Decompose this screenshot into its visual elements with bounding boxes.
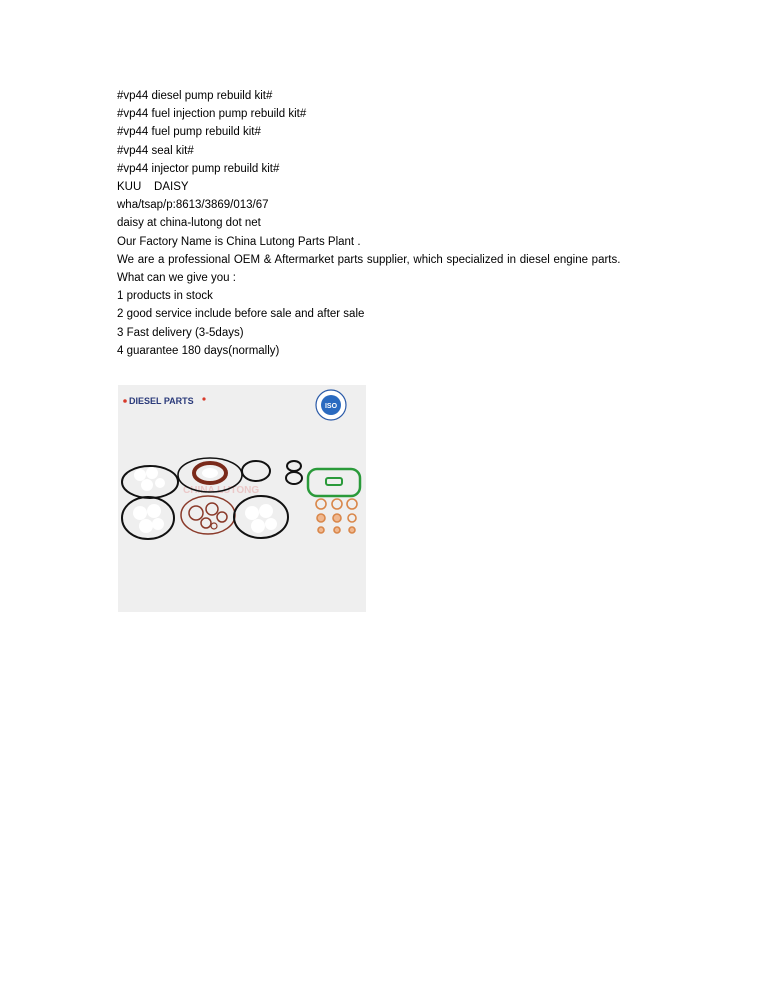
contact-name: KUU DAISY: [117, 181, 189, 194]
list-item: 1 products in stock: [117, 290, 213, 303]
document-body: [117, 87, 652, 360]
factory-name: Our Factory Name is China Lutong Parts Plant .: [117, 235, 361, 248]
contact-phone: wha/tsap/p:8613/3869/013/67: [117, 199, 269, 212]
intro-paragraph: We are a professional OEM & Aftermarket parts supplier, which specialized in diesel engine parts.: [117, 253, 621, 266]
brand-logo-text: DIESEL PARTS: [129, 396, 194, 406]
brand-logo: [123, 396, 205, 406]
contact-email: daisy at china-lutong dot net: [117, 217, 261, 230]
product-photo: [118, 385, 366, 612]
text-line: #vp44 fuel pump rebuild kit#: [117, 126, 261, 139]
text-line: #vp44 injector pump rebuild kit#: [117, 162, 280, 175]
iso-badge-text: ISO: [324, 403, 338, 410]
text-line: #vp44 seal kit#: [117, 144, 194, 157]
list-item: 4 guarantee 180 days(normally): [117, 344, 280, 357]
text-line: #vp44 fuel injection pump rebuild kit#: [117, 108, 307, 121]
list-item: 2 good service include before sale and after sale: [117, 308, 365, 321]
list-item: 3 Fast delivery (3-5days): [117, 326, 244, 339]
text-line: #vp44 diesel pump rebuild kit#: [117, 90, 273, 102]
watermark-text: CHINA LUTONG: [183, 485, 260, 496]
iso-badge-icon: [316, 390, 346, 420]
text-line: What can we give you :: [117, 272, 236, 285]
seal-kit-image: [118, 385, 366, 612]
